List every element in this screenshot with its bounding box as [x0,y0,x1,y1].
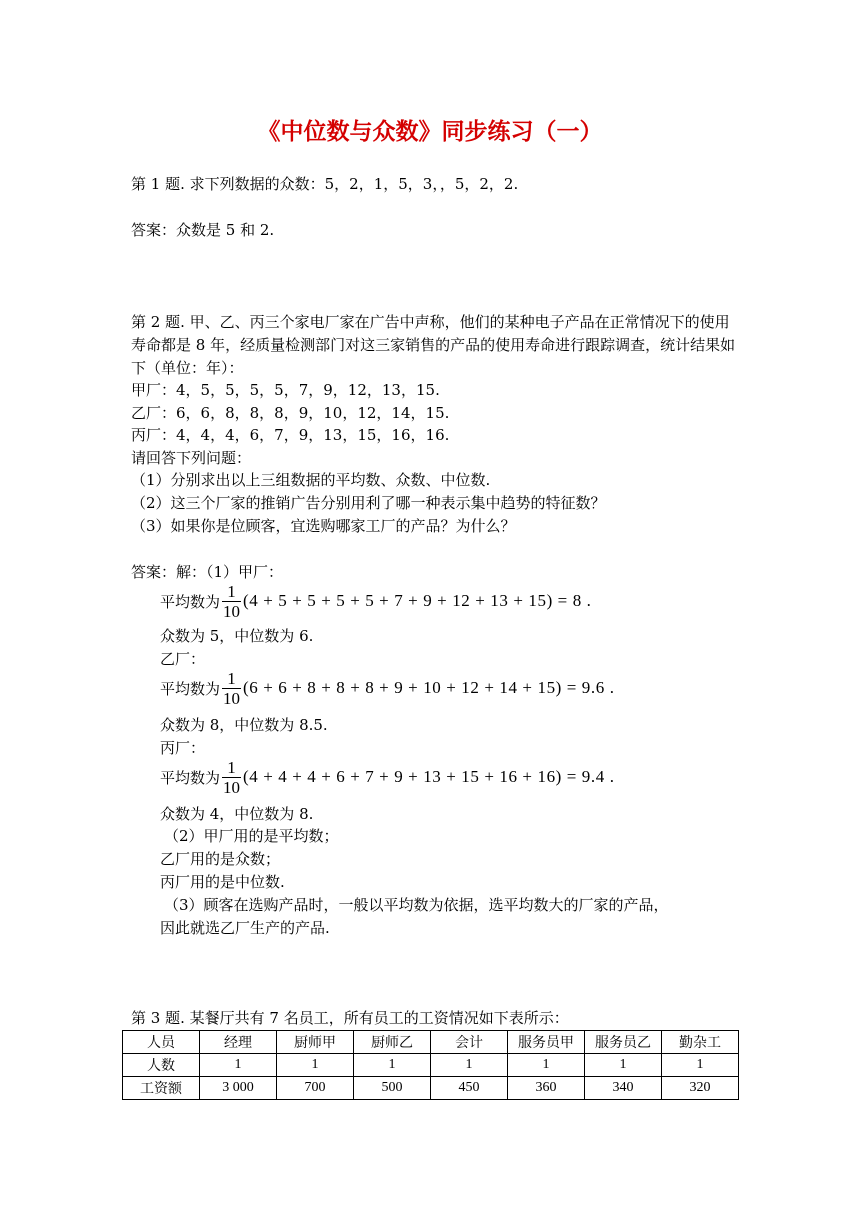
formula-expression: (4 + 5 + 5 + 5 + 5 + 7 + 9 + 12 + 13 + 15) = 8 . [243,591,592,610]
q2-line: 寿命都是 8 年，经质量检测部门对这三家销售的产品的使用寿命进行跟踪调查，统计结果如 [131,336,736,354]
mean-label: 平均数为 [160,768,221,787]
table-cell: 会计 [431,1031,508,1054]
table-cell: 500 [354,1077,431,1100]
table-cell: 360 [508,1077,585,1100]
part3-answer: 因此就选乙厂生产的产品. [160,919,330,937]
fraction-numerator: 1 [227,757,236,777]
mean-label: 平均数为 [160,592,221,611]
fraction [222,669,241,708]
table-cell: 700 [277,1077,354,1100]
mean-formula-c [160,754,615,800]
factory-b-label: 乙厂： [160,650,206,668]
part2-answer: 丙厂用的是中位数. [160,873,285,891]
part3-answer: （3）顾客在选购产品时，一般以平均数为依据，选平均数大的厂家的产品， [164,896,669,914]
table-cell: 450 [431,1077,508,1100]
table-cell: 厨师甲 [277,1031,354,1054]
fraction-denominator: 10 [223,777,241,797]
wage-table [122,1030,739,1100]
mean-label: 平均数为 [160,679,221,698]
q2-line: （2）这三个厂家的推销广告分别用利了哪一种表示集中趋势的特征数？ [131,494,606,512]
mean-formula-b [160,665,615,711]
formula-expression: (6 + 6 + 8 + 8 + 8 + 9 + 10 + 12 + 14 + 15) = 9.6 . [243,678,615,697]
table-cell: 勤杂工 [662,1031,739,1054]
q2-line: 第 2 题. 甲、乙、丙三个家电厂家在广告中声称，他们的某种电子产品在正常情况下的使用 [131,313,730,331]
table-cell: 320 [662,1077,739,1100]
q2-answer-intro: 答案：解：（1）甲厂： [131,563,284,581]
factory-c-label: 丙厂： [160,739,206,757]
fraction [222,582,241,621]
q2-line: 丙厂：4，4，4，6，7，9，13，15，16，16. [131,426,450,444]
table-cell: 1 [508,1054,585,1077]
fraction-denominator: 10 [223,601,241,621]
q2-line: 乙厂：6，6，8，8，8，9，10，12，14，15. [131,404,450,422]
q2-line: （1）分别求出以上三组数据的平均数、众数、中位数. [131,471,491,489]
q2-line: 下（单位：年）： [131,359,244,377]
stats-a: 众数为 5，中位数为 6. [160,627,314,645]
table-cell: 人员 [123,1031,200,1054]
table-cell: 厨师乙 [354,1031,431,1054]
q3-question: 第 3 题. 某餐厅共有 7 名员工，所有员工的工资情况如下表所示： [131,1009,569,1027]
fraction-denominator: 10 [223,688,241,708]
table-row [123,1077,739,1100]
table-cell: 服务员乙 [585,1031,662,1054]
table-cell: 340 [585,1077,662,1100]
fraction-numerator: 1 [227,668,236,688]
fraction [222,758,241,797]
part2-answer: （2）甲厂用的是平均数； [164,827,339,845]
table-cell: 人数 [123,1054,200,1077]
table-row [123,1054,739,1077]
table-header-row [123,1031,739,1054]
table-cell: 工资额 [123,1077,200,1100]
table-cell: 1 [431,1054,508,1077]
formula-expression: (4 + 4 + 4 + 6 + 7 + 9 + 13 + 15 + 16 + 16) = 9.4 . [243,767,615,786]
table-cell: 1 [585,1054,662,1077]
q1-question: 第 1 题. 求下列数据的众数：5，2，1，5，3，，5，2，2. [131,175,519,193]
stats-b: 众数为 8，中位数为 8.5. [160,716,328,734]
page-title: 《中位数与众数》同步练习（一） [257,119,603,145]
part2-answer: 乙厂用的是众数； [160,850,281,868]
q1-answer: 答案：众数是 5 和 2. [131,221,275,239]
table-cell: 1 [662,1054,739,1077]
table-cell: 1 [354,1054,431,1077]
table-cell: 1 [200,1054,277,1077]
table-cell: 1 [277,1054,354,1077]
stats-c: 众数为 4，中位数为 8. [160,805,314,823]
q2-line: 请回答下列问题： [131,449,252,467]
table-cell: 3 000 [200,1077,277,1100]
table-cell: 经理 [200,1031,277,1054]
mean-formula-a [160,578,592,624]
q2-line: （3）如果你是位顾客，宜选购哪家工厂的产品？为什么？ [131,517,516,535]
fraction-numerator: 1 [227,581,236,601]
q2-line: 甲厂：4，5，5，5，5，7，9，12，13，15. [131,381,440,399]
table-cell: 服务员甲 [508,1031,585,1054]
